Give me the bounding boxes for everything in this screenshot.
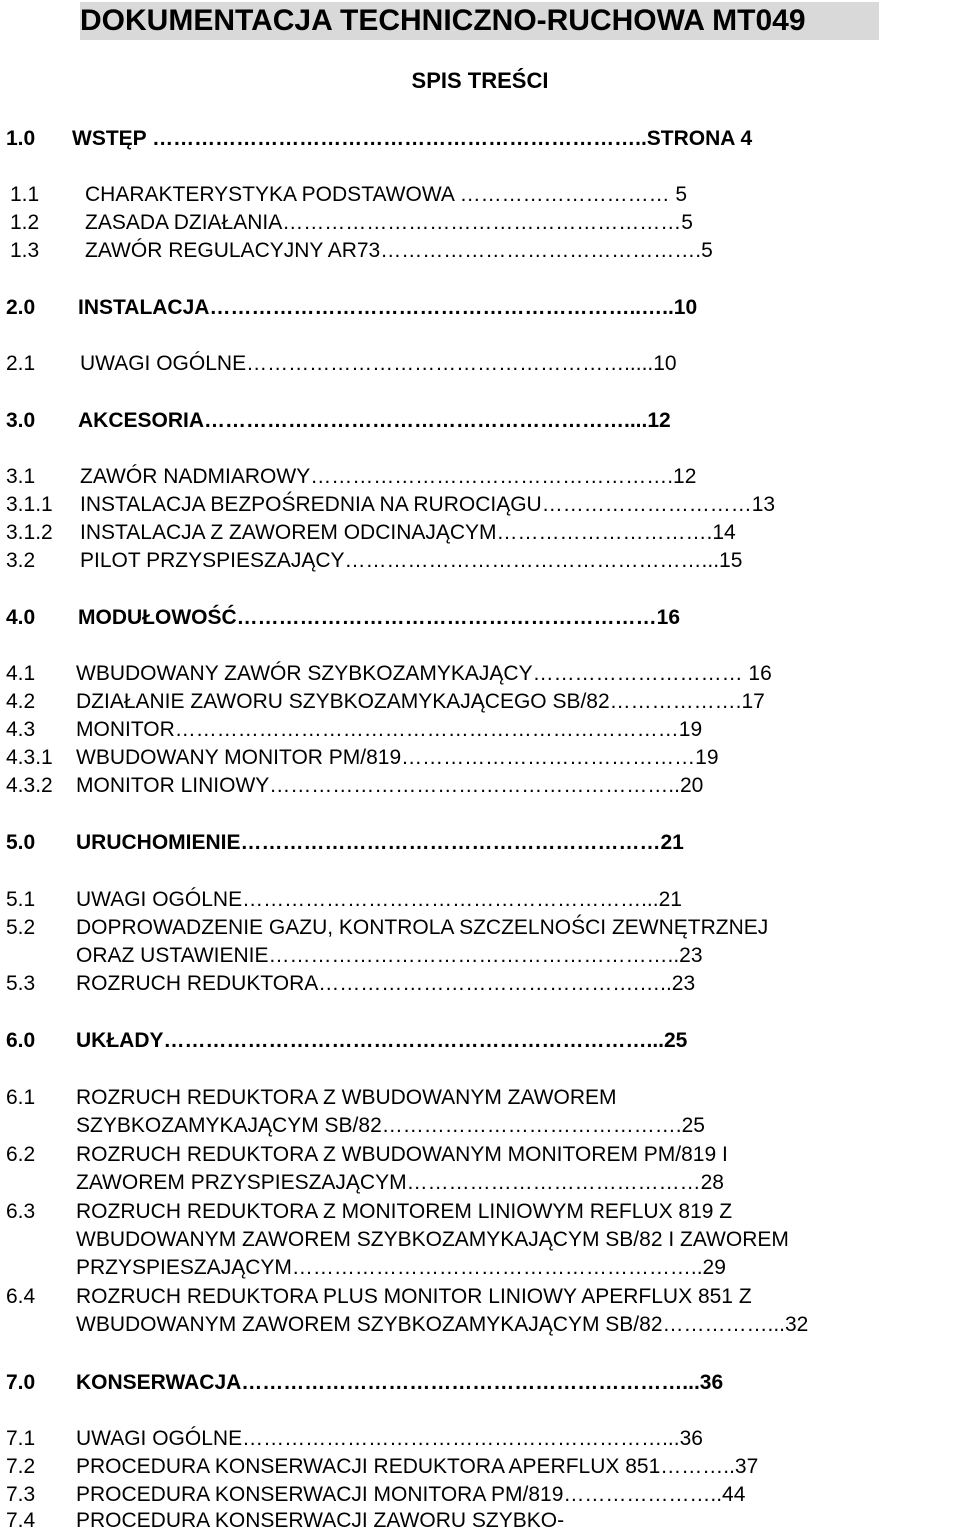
- toc-number: 7.1: [6, 1427, 36, 1450]
- toc-title: MODUŁOWOŚĆ……………………………………………………16: [78, 606, 681, 629]
- toc-number: 3.2: [6, 549, 36, 572]
- toc-title: UKŁADY……………………………………………………………...25: [76, 1029, 688, 1052]
- toc-title: PILOT PRZYSPIESZAJĄCY……………………………………………...15: [80, 549, 743, 572]
- toc-title: ZAWÓR NADMIAROWY…………………………………………….12: [80, 465, 697, 488]
- toc-title: UWAGI OGÓLNE……………………………………………….....10: [80, 352, 677, 375]
- toc-title: INSTALACJA BEZPOŚREDNIA NA RUROCIĄGU…………………………13: [80, 493, 776, 516]
- toc-number: 3.1.2: [6, 521, 53, 544]
- toc-number: 4.3.1: [6, 746, 53, 769]
- toc-title-continuation: PRZYSPIESZAJĄCYM…………………………………………………..29: [76, 1256, 726, 1279]
- toc-number: 4.3.2: [6, 774, 53, 797]
- toc-number: 6.0: [6, 1029, 36, 1052]
- toc-title: ZASADA DZIAŁANIA…………………………………………………5: [85, 211, 693, 234]
- toc-number: 2.1: [6, 352, 36, 375]
- toc-title: KONSERWACJA………………………………………………………...36: [76, 1371, 724, 1394]
- toc-title: UWAGI OGÓLNE……………………………………………………...36: [76, 1427, 703, 1450]
- toc-number: 6.3: [6, 1200, 36, 1223]
- toc-number: 1.2: [10, 211, 40, 234]
- toc-number: 6.2: [6, 1143, 36, 1166]
- toc-number: 7.3: [6, 1483, 36, 1506]
- toc-title: DZIAŁANIE ZAWORU SZYBKOZAMYKAJĄCEGO SB/82……………….17: [76, 690, 765, 713]
- toc-number: 5.3: [6, 972, 36, 995]
- toc-title-continuation: ZAWOREM PRZYSPIESZAJĄCYM……………………………………28: [76, 1171, 724, 1194]
- toc-title: INSTALACJA……………………………………………………..…..10: [78, 296, 698, 319]
- toc-number: 4.0: [6, 606, 36, 629]
- toc-title-continuation: ORAZ USTAWIENIE…………………………………………………..23: [76, 944, 703, 967]
- toc-title: AKCESORIA……………………………………………………....12: [78, 409, 671, 432]
- toc-title: DOPROWADZENIE GAZU, KONTROLA SZCZELNOŚCI ZEWNĘTRZNEJ: [76, 916, 769, 939]
- toc-title: MONITOR………………………………………………………………19: [76, 718, 703, 741]
- toc-title: ROZRUCH REDUKTORA PLUS MONITOR LINIOWY APERFLUX 851 Z: [76, 1285, 752, 1308]
- toc-title: PROCEDURA KONSERWACJI MONITORA PM/819…………………..44: [76, 1483, 746, 1506]
- toc-title: CHARAKTERYSTYKA PODSTAWOWA ………………………… 5: [85, 183, 688, 206]
- toc-number: 4.1: [6, 662, 36, 685]
- toc-number: 5.1: [6, 888, 36, 911]
- toc-title-continuation: WBUDOWANYM ZAWOREM SZYBKOZAMYKAJĄCYM SB/82 I ZAWOREM: [76, 1228, 789, 1251]
- toc-title: PROCEDURA KONSERWACJI REDUKTORA APERFLUX 851………..37: [76, 1455, 759, 1478]
- toc-number: 7.2: [6, 1455, 36, 1478]
- toc-number: 1.1: [10, 183, 40, 206]
- document-title: DOKUMENTACJA TECHNICZNO-RUCHOWA MT049: [80, 2, 879, 40]
- toc-number: 7.0: [6, 1371, 36, 1394]
- toc-number: 5.0: [6, 831, 36, 854]
- toc-number: 2.0: [6, 296, 36, 319]
- toc-number: 1.3: [10, 239, 40, 262]
- toc-number: 3.1: [6, 465, 36, 488]
- toc-title-continuation: SZYBKOZAMYKAJĄCYM SB/82…………………………………….25: [76, 1114, 705, 1137]
- toc-heading: SPIS TREŚCI: [411, 68, 549, 93]
- toc-number: 1.0: [6, 127, 36, 150]
- toc-title: UWAGI OGÓLNE…………………………………………………...21: [76, 888, 682, 911]
- toc-number: 3.0: [6, 409, 36, 432]
- toc-number: 3.1.1: [6, 493, 53, 516]
- toc-title-continuation: WBUDOWANYM ZAWOREM SZYBKOZAMYKAJĄCYM SB/82……………...32: [76, 1313, 809, 1336]
- toc-number: 5.2: [6, 916, 36, 939]
- toc-number: 6.4: [6, 1285, 36, 1308]
- toc-title: INSTALACJA Z ZAWOREM ODCINAJĄCYM………………………….14: [80, 521, 736, 544]
- toc-title: URUCHOMIENIE……………………………………………………21: [76, 831, 684, 854]
- toc-title: WBUDOWANY ZAWÓR SZYBKOZAMYKAJĄCY………………………… 16: [76, 662, 772, 685]
- toc-title: WSTĘP ……………………………………………………………..STRONA 4: [72, 127, 753, 150]
- toc-title: PROCEDURA KONSERWACJI ZAWORU SZYBKO-: [76, 1509, 565, 1532]
- toc-title: ROZRUCH REDUKTORA Z WBUDOWANYM MONITOREM PM/819 I: [76, 1143, 728, 1166]
- toc-number: 6.1: [6, 1086, 36, 1109]
- toc-title: ZAWÓR REGULACYJNY AR73……………………………………….5: [85, 239, 713, 262]
- toc-title: ROZRUCH REDUKTORA Z MONITOREM LINIOWYM REFLUX 819 Z: [76, 1200, 733, 1223]
- toc-number: 4.3: [6, 718, 36, 741]
- toc-title: WBUDOWANY MONITOR PM/819……………………………………19: [76, 746, 719, 769]
- toc-title: ROZRUCH REDUKTORA……………………………………….…..23: [76, 972, 696, 995]
- toc-title: ROZRUCH REDUKTORA Z WBUDOWANYM ZAWOREM: [76, 1086, 617, 1109]
- toc-number: 7.4: [6, 1509, 36, 1532]
- toc-title: MONITOR LINIOWY…………………………………………………..20: [76, 774, 704, 797]
- toc-number: 4.2: [6, 690, 36, 713]
